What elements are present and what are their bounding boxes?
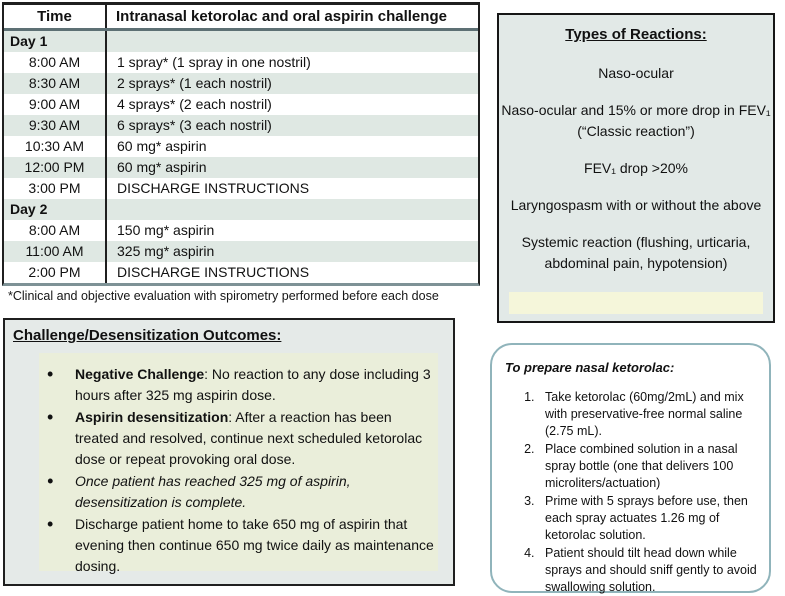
outcome-bullet: • Aspirin desensitization: After a reaction has been treated and resolved, continue next scheduled ketorolac dose or repeat provoking oral dose. <box>39 407 434 470</box>
challenge-cell: 60 mg* aspirin <box>105 136 478 157</box>
reaction-items <box>499 63 773 274</box>
challenge-cell <box>105 31 478 52</box>
reaction-item: FEV₁ drop >20% <box>584 160 688 176</box>
challenge-cell: 60 mg* aspirin <box>105 157 478 178</box>
table-row <box>4 73 478 94</box>
outcomes-bullet-list <box>39 364 434 577</box>
challenge-cell: 325 mg* aspirin <box>105 241 478 262</box>
table-day-row <box>4 31 478 52</box>
table-row <box>4 157 478 178</box>
table-header-time: Time <box>37 8 72 25</box>
spirometry-footnote: *Clinical and objective evaluation with spirometry performed before each dose <box>8 289 439 303</box>
time-cell: 3:00 PM <box>28 180 81 196</box>
challenge-schedule-table <box>2 2 480 286</box>
table-row <box>4 241 478 262</box>
challenge-cell: 6 sprays* (3 each nostril) <box>105 115 478 136</box>
reaction-item: Naso-ocular <box>598 65 674 81</box>
prep-steps-list <box>492 389 757 596</box>
reactions-title: Types of Reactions: <box>565 26 707 43</box>
time-cell: 9:30 AM <box>28 117 81 133</box>
prep-step: 2. Place combined solution in a nasal spray bottle (one that delivers 100 microliters/actuation) <box>538 441 757 492</box>
time-cell: Day 1 <box>10 33 48 49</box>
table-header-row <box>4 5 478 31</box>
challenge-cell: 4 sprays* (2 each nostril) <box>105 94 478 115</box>
prep-instructions-box <box>490 343 771 593</box>
outcome-lead: Aspirin desensitization <box>75 409 229 425</box>
time-cell: 9:00 AM <box>28 96 81 112</box>
outcomes-inner-panel <box>39 353 438 574</box>
table-header-challenge: Intranasal ketorolac and oral aspirin challenge <box>105 5 478 28</box>
table-row <box>4 136 478 157</box>
table-row <box>4 220 478 241</box>
time-cell: Day 2 <box>10 201 48 217</box>
time-cell: 8:00 AM <box>28 222 81 238</box>
table-row <box>4 178 478 199</box>
prep-step: 1. Take ketorolac (60mg/2mL) and mix with preservative-free normal saline (2.75 mL). <box>538 389 757 440</box>
time-cell: 8:30 AM <box>28 75 81 91</box>
time-cell: 12:00 PM <box>24 159 85 175</box>
challenge-cell: 150 mg* aspirin <box>105 220 478 241</box>
time-cell: 11:00 AM <box>25 243 84 259</box>
prep-step: 3. Prime with 5 sprays before use, then each spray actuates 1.26 mg of ketorolac solution. <box>538 493 757 544</box>
outcome-bullet: • Once patient has reached 325 mg of aspirin, desensitization is complete. <box>39 471 434 513</box>
outcome-bullet: • Negative Challenge: No reaction to any dose including 3 hours after 325 mg aspirin dose. <box>39 364 434 406</box>
challenge-cell <box>105 199 478 220</box>
outcomes-title: Challenge/Desensitization Outcomes: <box>13 327 282 344</box>
outcomes-box <box>3 318 455 586</box>
outcome-lead: Negative Challenge <box>75 366 205 382</box>
prep-title: To prepare nasal ketorolac: <box>505 360 675 375</box>
outcome-bullet: • Discharge patient home to take 650 mg of aspirin that evening then continue 650 mg twice daily as maintenance dosing. <box>39 514 434 577</box>
reaction-item: Naso-ocular and 15% or more drop in FEV₁ (“Classic reaction”) <box>501 102 771 139</box>
table-row <box>4 115 478 136</box>
highlight-strip <box>509 292 763 314</box>
time-cell: 10:30 AM <box>24 138 85 154</box>
challenge-cell: DISCHARGE INSTRUCTIONS <box>105 178 478 199</box>
reaction-item: Systemic reaction (flushing, urticaria, abdominal pain, hypotension) <box>521 234 751 271</box>
challenge-cell: 1 spray* (1 spray in one nostril) <box>105 52 478 73</box>
table-row <box>4 94 478 115</box>
table-day-row <box>4 199 478 220</box>
time-cell: 8:00 AM <box>28 54 81 70</box>
challenge-cell: 2 sprays* (1 each nostril) <box>105 73 478 94</box>
types-of-reactions-box <box>497 13 775 323</box>
schedule-rows <box>4 31 478 283</box>
prep-step: 4. Patient should tilt head down while sprays and should sniff gently to avoid swallowing solution. <box>538 545 757 596</box>
table-row <box>4 52 478 73</box>
challenge-cell: DISCHARGE INSTRUCTIONS <box>105 262 478 283</box>
time-cell: 2:00 PM <box>28 264 81 280</box>
reaction-item: Laryngospasm with or without the above <box>510 197 762 213</box>
table-row <box>4 262 478 283</box>
